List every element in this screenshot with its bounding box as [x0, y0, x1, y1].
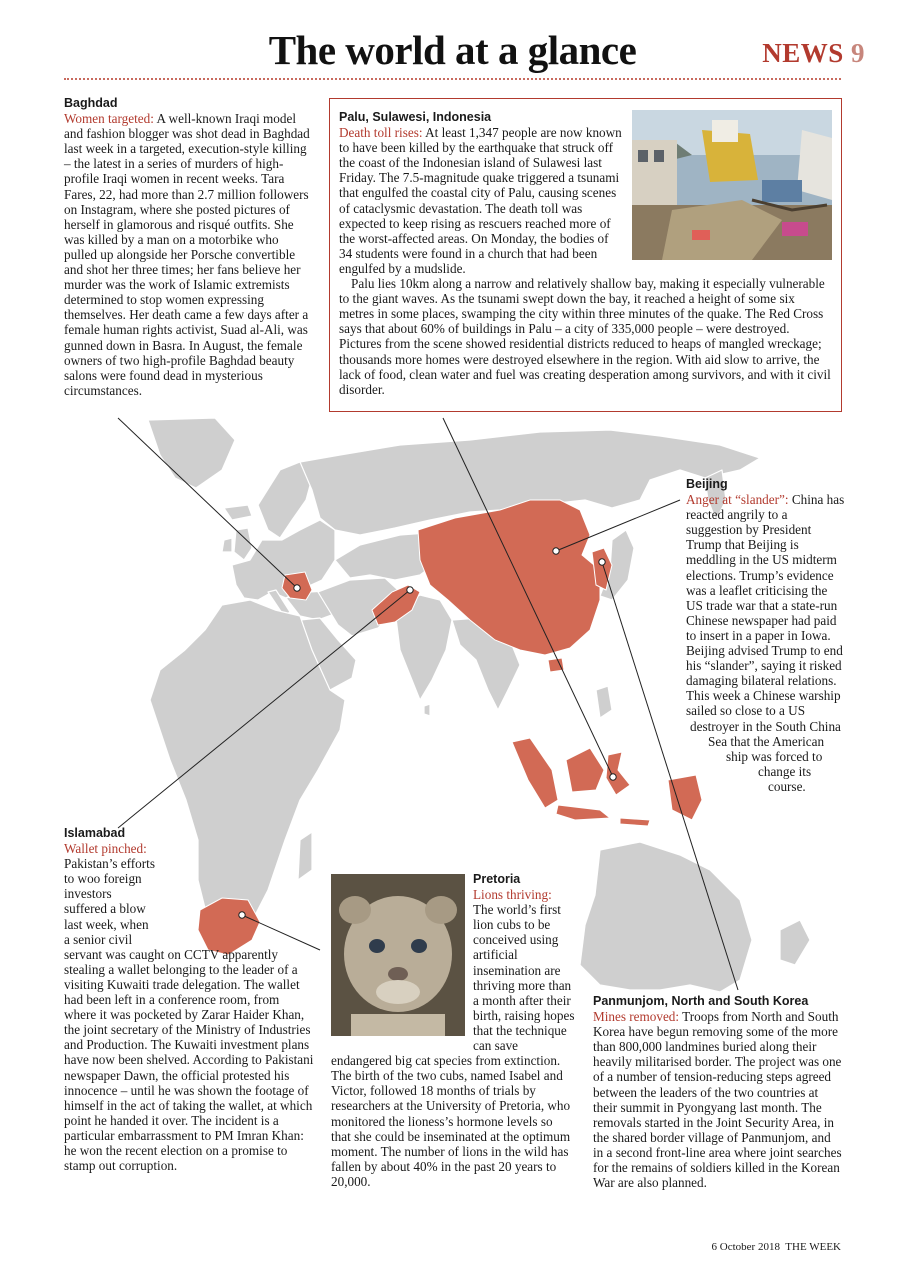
sulawesi-shape [606, 752, 630, 795]
header-rule [64, 78, 841, 80]
sumatra-shape [512, 738, 558, 808]
story-place: Pretoria [473, 872, 521, 886]
location-dot-islamabad [407, 587, 413, 593]
location-dot-beijing [553, 548, 559, 554]
story-place: Baghdad [64, 96, 118, 110]
story-body: At least 1,347 people are now known to have been killed by the earthquake that struck off the coast of the Indonesian island of Sulawesi last Friday. The 7.5-magnitude quake triggered a tsunami that engulfed the coastal city of Palu, causing scenes of cataclysmic devastation. The death toll was expected to keep rising as rescuers reached more of the worst-affected areas. On Monday, the bodies of 34 students were found in a church that had been engulfed by a mudslide. [339, 125, 622, 276]
story-kicker: Death toll rises: [339, 125, 423, 141]
greenland-shape [148, 418, 235, 488]
java-shape [556, 805, 610, 820]
section-name: NEWS [762, 38, 844, 68]
scandinavia-shape [258, 462, 312, 538]
story-place: Panmunjom, North and South Korea [593, 994, 809, 1008]
story-kicker: Women targeted: [64, 111, 154, 127]
hainan-shape [548, 658, 564, 672]
story-kicker: Wallet pinched: [64, 841, 147, 857]
footer [712, 1241, 841, 1253]
story-beijing [686, 477, 846, 867]
srilanka-shape [424, 704, 430, 716]
page-number: 9 [851, 38, 865, 68]
footer-date: 6 October 2018 [711, 1241, 780, 1253]
story-body: A well-known Iraqi model and fashion blogger was shot dead in Baghdad last week in a targeted, execution-style killing – the latest in a series of murders of high-profile Iraqi women in recent weeks. Tara Fares, 22, had more than 2.7 million followers on Instagram, where she posted pictures of herself in glamorous and risqué outfits. She was killed by a man on a motorbike who pulled up alongside her Porsche convertible and shot her three times; her fans believe her murder was the work of Islamic extremists determined to stop women expressing themselves. Her death came a few days after a female human rights activist, Suad al-Ali, was gunned down in Basra. In August, the female owners of two high-profile Baghdad beauty salons were found dead in mysterious circumstances. [64, 111, 310, 398]
uk-shape [234, 528, 252, 560]
lion-cub-photo [331, 874, 465, 1036]
story-palu [330, 99, 841, 397]
story-islamabad [64, 826, 314, 1173]
location-dot-panmunjom [599, 559, 605, 565]
story-body: The world’s first lion cubs to be conceived using artificial insemination are thriving more than a month after their birth, raising hopes that the technique can save endangered big cat species from extinction. The birth of the two cubs, named Isabel and Victor, followed 18 months of trials by researchers at the University of Pretoria, who monitored the lioness’s hormone levels so that she could be inseminated at the optimum moment. The number of lions in the wild has fallen by about 40% in the past 20 years to 20,000. [331, 902, 575, 1189]
story-kicker: Anger at “slander”: [686, 492, 789, 508]
story-place: Islamabad [64, 826, 126, 840]
newzealand-shape [780, 920, 810, 965]
iceland-shape [224, 505, 252, 520]
story-box-palu [329, 98, 842, 412]
story-panmunjom [593, 994, 843, 1190]
location-dot-palu [610, 774, 616, 780]
story-body: Pakistan’s efforts to woo foreign investors suffered a blow last week, when a senior civil servant was caught on CCTV apparently stealing a wallet belonging to the leader of a visiting Kuwaiti trade delegation. The wallet had been left in a conference room, from where it was pocketed by Zarar Haider Khan, the joint secretary of the Ministry of Industries and Production. The Kuwaiti investment plans have now been shelved. According to Pakistani newspaper Dawn, the official protested his innocence – until he was shown the footage of himself in the act of taking the wallet, at which point he handed it over. The incident is a particular embarrassment to PM Imran Khan: he won the recent election on a promise to stamp out corruption. [64, 856, 314, 1174]
location-dot-baghdad [294, 585, 300, 591]
story-body: China has reacted angrily to a suggestion by President Trump that Beijing is meddling in the US midterm elections. Trump’s evidence was a leaflet criticising the US trade war that a state-run Chinese newspaper had paid to insert in a paper in Iowa. Beijing advised Trump to end his “slander”, saying it risked damaging bilateral relations. This week a Chinese warship sailed so close to a US destroyer in the South China Sea that the American ship was forced to change its course. [686, 492, 845, 794]
borneo-shape [566, 748, 604, 792]
story-place: Palu, Sulawesi, Indonesia [339, 110, 492, 124]
footer-publication: THE WEEK [785, 1241, 841, 1253]
story-body-continued: Palu lies 10km along a narrow and relatively shallow bay, making it especially vulnerable to the giant waves. As the tsunami swept down the bay, it reached a height of some six metres in some places, swamping the city within three minutes of the quake. The Red Cross says that about 60% of buildings in Palu – a city of 335,000 people – were destroyed. Pictures from the scene showed residential districts reduced to heaps of mangled wreckage; thousands more homes were destroyed elsewhere in the region. With aid slow to arrive, the lack of food, clean water and fuel was creating desperation among survivors, and with it civil disorder. [339, 276, 831, 397]
story-body: Troops from North and South Korea have begun removing some of the more than 800,000 landmines buried along their heavily militarised border. The project was one of a number of tension-reducing steps agreed between the leaders of the two countries at their summit in Pyongyang last month. The removals started in the Joint Security Area, in the shared border village of Panmunjom, and in a second front-line area where joint searches for the remains of soldiers killed in the Korean War are also planned. [593, 1009, 842, 1191]
tsunami-photo [632, 110, 832, 260]
philippines-shape [596, 686, 612, 718]
section-label [762, 38, 865, 69]
page-title: The world at a glance [268, 27, 637, 73]
story-pretoria [331, 872, 575, 1189]
story-place: Beijing [686, 477, 728, 491]
ireland-shape [222, 538, 232, 552]
story-kicker: Mines removed: [593, 1009, 680, 1025]
story-kicker: Lions thriving: [473, 887, 552, 903]
story-baghdad [64, 96, 314, 398]
timor-shape [620, 818, 650, 826]
